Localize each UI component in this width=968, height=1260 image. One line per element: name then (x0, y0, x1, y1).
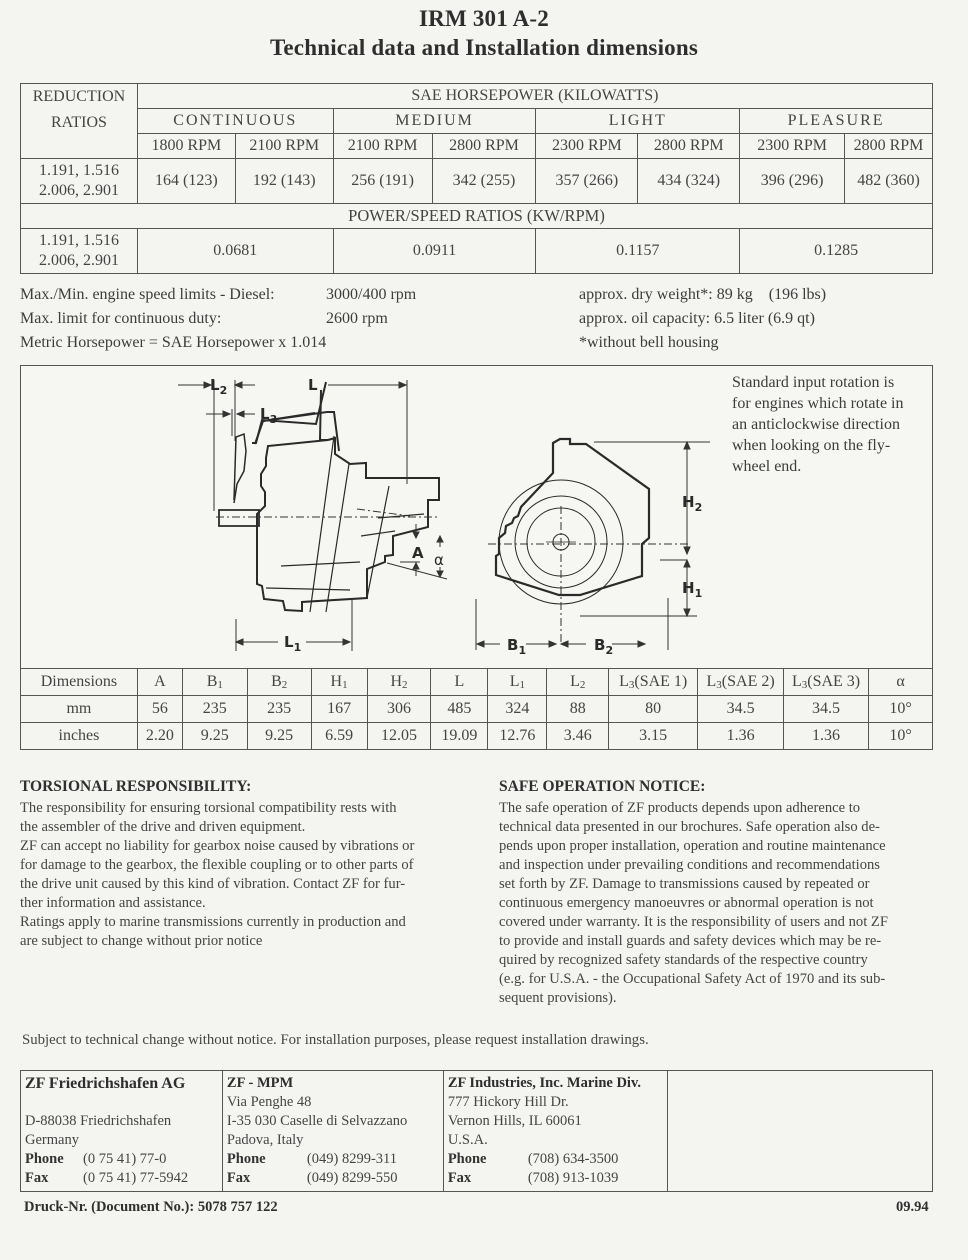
spec-continuous-label: Max. limit for continuous duty: (20, 310, 222, 327)
rpm-cell: 2800 RPM (845, 134, 933, 159)
rpm-cell: 2300 RPM (740, 134, 845, 159)
label-b1: $B_1$ (507, 636, 527, 657)
address-line: Germany (25, 1132, 79, 1148)
dimension-header-base: H (390, 673, 403, 690)
hp-value: 482 (360) (845, 159, 933, 204)
hp-value: 434 (324) (638, 159, 740, 204)
installation-drawing (20, 366, 720, 666)
hp-value: 256 (191) (333, 159, 432, 204)
fax-label: Fax (447, 1170, 472, 1186)
rotation-note (732, 372, 904, 477)
paragraph-line: ZF can accept no liability for gearbox noise caused by vibrations or (20, 838, 415, 854)
rotation-note-line: when looking on the fly- (732, 437, 891, 454)
fax-number: (708) 913-1039 (527, 1170, 619, 1186)
dimension-value: 9.25 (247, 723, 311, 750)
dimension-header (547, 669, 609, 696)
unit-label: mm (21, 696, 138, 723)
label-l: L (308, 376, 318, 394)
spec-speed-limits-value: 3000/400 rpm (326, 286, 417, 303)
company-name: ZF Industries, Inc. Marine Div. (447, 1075, 642, 1091)
dimension-header-base: α (896, 673, 905, 690)
torsional-text (20, 799, 414, 951)
dimension-header-base: L (509, 673, 520, 690)
dimension-value: 6.59 (311, 723, 367, 750)
label-a: A (412, 544, 424, 562)
row-header-line: RATIOS (50, 114, 107, 131)
spec-speed-limits-label: Max./Min. engine speed limits - Diesel: (20, 286, 275, 303)
ratios-cell (21, 159, 138, 204)
dimension-header-subscript: 1 (519, 679, 525, 691)
subject-note: Subject to technical change without notice. For installation purposes, please request installation drawings. (22, 1032, 649, 1048)
dimension-value: 167 (311, 696, 367, 723)
company-name: ZF Friedrichshafen AG (25, 1075, 186, 1092)
dimension-header-base: L (570, 673, 580, 690)
address-line: 777 Hickory Hill Dr. (447, 1094, 569, 1110)
paragraph-line: (e.g. for U.S.A. - the Occupational Safety Act of 1970 and its sub- (499, 971, 886, 987)
torsional-heading: TORSIONAL RESPONSIBILITY: (20, 778, 252, 795)
dimension-header (609, 669, 698, 696)
dimension-value: 10° (869, 696, 933, 723)
dimension-header-base: A (154, 673, 166, 690)
dimension-header-suffix: (SAE 1) (634, 673, 688, 690)
dimension-header-base: B (271, 673, 282, 690)
fax-label: Fax (226, 1170, 251, 1186)
label-l1: $L_1$ (284, 633, 302, 654)
fax-row (25, 1169, 218, 1188)
document-date: 09.94 (896, 1199, 929, 1215)
dimension-header (431, 669, 488, 696)
dimension-value: 10° (869, 723, 933, 750)
dimension-header-subscript: 2 (402, 679, 408, 691)
paragraph-line: sequent provisions). (499, 990, 617, 1006)
dimension-value: 235 (182, 696, 247, 723)
category-continuous: CONTINUOUS (137, 109, 333, 134)
address-line: D-88038 Friedrichshafen (25, 1113, 172, 1129)
paragraph-line: technical data presented in our brochures. Safe operation also de- (499, 819, 880, 835)
phone-number: (0 75 41) 77-0 (83, 1151, 167, 1167)
dimension-header-subscript: 1 (342, 679, 348, 691)
rpm-cell: 2300 RPM (536, 134, 638, 159)
paragraph-line: quired by recognized safety standards of the respective country (499, 952, 868, 968)
page-subtitle: Technical data and Installation dimensions (269, 35, 699, 60)
dimension-value: 12.76 (488, 723, 547, 750)
ratio-line: 1.191, 1.516 (38, 162, 119, 179)
hp-value: 396 (296) (740, 159, 845, 204)
front-view-labels (507, 493, 702, 657)
power-ratio: 0.1285 (740, 229, 933, 274)
address-line: Vernon Hills, IL 60061 (447, 1113, 582, 1129)
dimension-value: 34.5 (698, 696, 784, 723)
spec-dry-weight: approx. dry weight*: 89 kg (196 lbs) (579, 286, 827, 303)
company-name: ZF - MPM (226, 1075, 294, 1091)
paragraph-line: and inspection under prevailing conditions and recommendations (499, 857, 880, 873)
address-zf-industries (443, 1071, 667, 1192)
address-zf-mpm (222, 1071, 443, 1192)
address-table (20, 1070, 933, 1192)
rotation-note-line: wheel end. (732, 458, 802, 475)
spec-metric-hp: Metric Horsepower = SAE Horsepower x 1.014 (20, 334, 327, 351)
dimension-value: 2.20 (137, 723, 182, 750)
dimension-header-base: H (330, 673, 343, 690)
phone-number: (049) 8299-311 (306, 1151, 397, 1167)
address-line (25, 1093, 218, 1112)
phone-label: Phone (25, 1151, 64, 1167)
paragraph-line: set forth by ZF. Damage to transmissions caused by repeated or (499, 876, 870, 892)
dimension-header-suffix: (SAE 2) (721, 673, 775, 690)
dimension-header (784, 669, 869, 696)
front-view (496, 439, 649, 604)
dimension-header (311, 669, 367, 696)
category-medium: MEDIUM (333, 109, 536, 134)
fax-row (448, 1169, 663, 1188)
phone-label: Phone (226, 1151, 266, 1167)
rpm-cell: 1800 RPM (137, 134, 235, 159)
dimension-value: 306 (367, 696, 431, 723)
center-lines (216, 506, 690, 644)
paragraph-line: The safe operation of ZF products depends upon adherence to (499, 800, 861, 816)
ratings-table (20, 83, 933, 274)
dimension-header-subscript: 3 (716, 679, 722, 691)
dimension-header-subscript: 3 (628, 679, 635, 691)
dimension-header-subscript: 3 (801, 679, 808, 691)
power-ratio: 0.0681 (137, 229, 333, 274)
dimension-value: 12.05 (367, 723, 431, 750)
paragraph-line: the assembler of the drive and driven equipment. (20, 819, 306, 835)
dimension-header (247, 669, 311, 696)
paragraph-line: pends upon proper installation, operation and routine maintenance (499, 838, 886, 854)
power-ratio: 0.0911 (333, 229, 536, 274)
hp-value: 342 (255) (432, 159, 536, 204)
paragraph-line: to provide and install guards and safety devices which may be re- (499, 933, 882, 949)
label-b2: $B_2$ (594, 636, 614, 657)
paragraph-line: for damage to the gearbox, the flexible coupling or to other parts of (20, 857, 414, 873)
spec-continuous-value: 2600 rpm (326, 310, 388, 327)
dimension-value: 88 (547, 696, 609, 723)
paragraph-line: The responsibility for ensuring torsional compatibility rests with (20, 800, 397, 816)
sae-horsepower-header: SAE HORSEPOWER (KILOWATTS) (137, 84, 932, 109)
spec-oil-capacity: approx. oil capacity: 6.5 liter (6.9 qt) (579, 310, 815, 327)
dimension-value: 1.36 (784, 723, 869, 750)
dimension-header-base: Dimensions (40, 673, 118, 690)
address-line: I-35 030 Caselle di Selvazzano (226, 1113, 408, 1129)
dimension-value: 324 (488, 696, 547, 723)
ratio-line: 2.006, 2.901 (38, 182, 119, 199)
safe-operation-heading: SAFE OPERATION NOTICE: (499, 778, 706, 795)
rotation-note-line: an anticlockwise direction (732, 416, 900, 433)
address-empty-cell (667, 1071, 932, 1192)
dimensions-table (20, 668, 933, 750)
document-number: Druck-Nr. (Document No.): 5078 757 122 (24, 1199, 278, 1215)
label-h1: $H_1$ (682, 579, 703, 600)
dimension-value: 3.15 (609, 723, 698, 750)
label-l2: $L_2$ (210, 376, 228, 397)
fax-label: Fax (25, 1170, 49, 1186)
unit-label: inches (21, 723, 138, 750)
power-speed-header: POWER/SPEED RATIOS (KW/RPM) (21, 204, 933, 229)
dimension-header (367, 669, 431, 696)
rpm-cell: 2100 RPM (333, 134, 432, 159)
dimension-header (137, 669, 182, 696)
dimension-value: 3.46 (547, 723, 609, 750)
dimension-header (488, 669, 547, 696)
dimension-value: 235 (247, 696, 311, 723)
dimension-value: 56 (137, 696, 182, 723)
paragraph-line: the drive unit caused by this kind of vibration. Contact ZF for fur- (20, 876, 406, 892)
address-line: U.S.A. (447, 1132, 488, 1148)
dimension-header-base: L (454, 673, 465, 690)
hp-value: 164 (123) (137, 159, 235, 204)
phone-row (25, 1150, 218, 1169)
dimension-header (21, 669, 138, 696)
dimension-value: 80 (609, 696, 698, 723)
dimension-header-base: L (619, 673, 629, 690)
rpm-cell: 2800 RPM (432, 134, 536, 159)
dimension-header-base: L (706, 673, 717, 690)
dimension-value: 1.36 (698, 723, 784, 750)
dimension-header-subscript: 2 (281, 679, 288, 691)
rpm-cell: 2100 RPM (235, 134, 333, 159)
label-alpha: α (434, 551, 444, 569)
rpm-cell: 2800 RPM (638, 134, 740, 159)
row-header-line: REDUCTION (32, 88, 126, 105)
front-dimension-lines (476, 442, 710, 650)
phone-row (448, 1150, 663, 1169)
dimension-header (869, 669, 933, 696)
paragraph-line: Ratings apply to marine transmissions currently in production and (20, 914, 406, 930)
label-h2: $H_2$ (682, 493, 703, 514)
fax-row (227, 1169, 439, 1188)
power-ratio: 0.1157 (536, 229, 740, 274)
paragraph-line: covered under warranty. It is the responsibility of users and not ZF (499, 914, 888, 930)
phone-label: Phone (447, 1151, 487, 1167)
reduction-ratios-header (21, 84, 138, 159)
category-pleasure: PLEASURE (740, 109, 933, 134)
dimension-header (182, 669, 247, 696)
paragraph-line: continuous emergency manoeuvres or abnormal operation is not (499, 895, 874, 911)
rotation-note-line: Standard input rotation is (732, 374, 895, 391)
ratio-line: 1.191, 1.516 (38, 232, 119, 249)
dimension-header-base: B (206, 673, 218, 690)
dimension-value: 34.5 (784, 696, 869, 723)
address-line: Via Penghe 48 (226, 1094, 312, 1110)
ratio-line: 2.006, 2.901 (38, 252, 119, 269)
page-title: IRM 301 A-2 (419, 6, 549, 31)
dimension-value: 9.25 (182, 723, 247, 750)
ratios-cell (21, 229, 138, 274)
label-l3: $L_3$ (260, 405, 278, 426)
phone-number: (708) 634-3500 (527, 1151, 619, 1167)
safe-operation-text (499, 799, 888, 1008)
address-zf-friedrichshafen (21, 1071, 223, 1192)
dimension-header-suffix: (SAE 3) (807, 673, 861, 690)
rotation-note-line: for engines which rotate in (732, 395, 904, 412)
fax-number: (0 75 41) 77-5942 (83, 1170, 189, 1186)
hp-value: 357 (266) (536, 159, 638, 204)
dimension-header-subscript: 2 (579, 679, 586, 691)
dimension-header-base: L (791, 673, 802, 690)
paragraph-line: ther information and assistance. (20, 895, 206, 911)
fax-number: (049) 8299-550 (306, 1170, 398, 1186)
spec-footnote: *without bell housing (579, 334, 719, 351)
address-line: Padova, Italy (226, 1132, 304, 1148)
paragraph-line: are subject to change without prior notice (20, 933, 263, 949)
dimension-value: 19.09 (431, 723, 488, 750)
category-light: LIGHT (536, 109, 740, 134)
phone-row (227, 1150, 439, 1169)
dimension-value: 485 (431, 696, 488, 723)
dimension-header-subscript: 1 (217, 679, 223, 691)
dimension-header (698, 669, 784, 696)
hp-value: 192 (143) (235, 159, 333, 204)
